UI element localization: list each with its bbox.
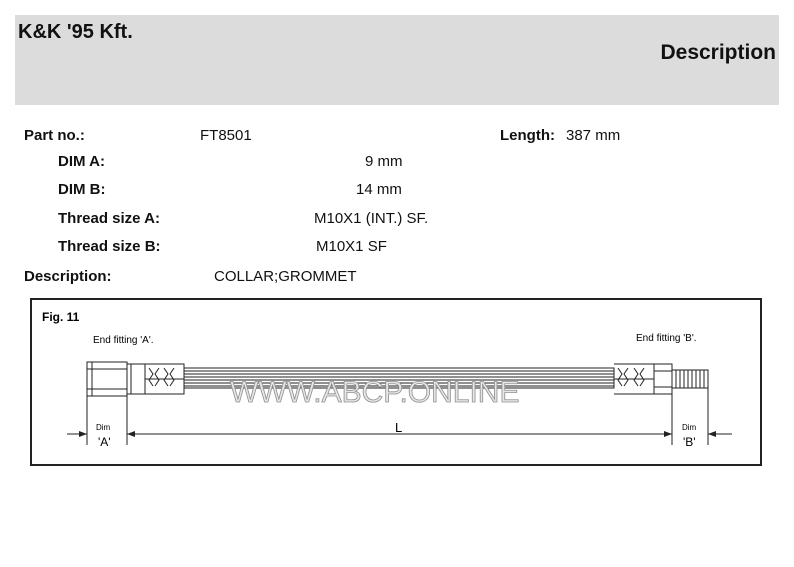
dim-b-value: 14 mm bbox=[356, 181, 402, 198]
length-mark: L bbox=[395, 420, 403, 435]
dim-b-label: DIM B: bbox=[58, 181, 106, 198]
part-no-label: Part no.: bbox=[24, 127, 85, 144]
description-value: COLLAR;GROMMET bbox=[214, 268, 357, 285]
thread-a-value: M10X1 (INT.) SF. bbox=[314, 210, 429, 227]
figure-box bbox=[30, 298, 762, 466]
dim-a-mark: 'A' bbox=[98, 435, 111, 449]
thread-b-label: Thread size B: bbox=[58, 238, 161, 255]
description-label: Description: bbox=[24, 268, 112, 285]
thread-a-label: Thread size A: bbox=[58, 210, 160, 227]
length-value: 387 mm bbox=[566, 127, 621, 144]
part-no-value: FT8501 bbox=[200, 127, 252, 144]
section-title: Description bbox=[660, 41, 776, 64]
fitting-b-hex bbox=[654, 364, 672, 394]
dim-a-value: 9 mm bbox=[365, 153, 403, 170]
fitting-b-thread bbox=[672, 370, 708, 388]
watermark: WWW.ABCP.ONLINE bbox=[230, 376, 520, 409]
figure-label: Fig. 11 bbox=[42, 310, 80, 324]
dim-b-caption: Dim bbox=[682, 423, 697, 432]
header-band bbox=[15, 15, 779, 105]
company-name: K&K '95 Kft. bbox=[18, 21, 133, 43]
fitting-a-hex bbox=[87, 362, 127, 396]
length-label: Length: bbox=[500, 127, 555, 144]
dim-a-caption: Dim bbox=[96, 423, 111, 432]
fitting-a-sleeve bbox=[127, 364, 145, 394]
thread-b-value: M10X1 SF bbox=[316, 238, 387, 255]
end-fitting-b-label: End fitting 'B'. bbox=[636, 333, 697, 344]
hose-diagram bbox=[32, 300, 760, 464]
dim-a-label: DIM A: bbox=[58, 153, 105, 170]
end-fitting-a-label: End fitting 'A'. bbox=[93, 335, 154, 346]
dim-b-mark: 'B' bbox=[683, 435, 696, 449]
